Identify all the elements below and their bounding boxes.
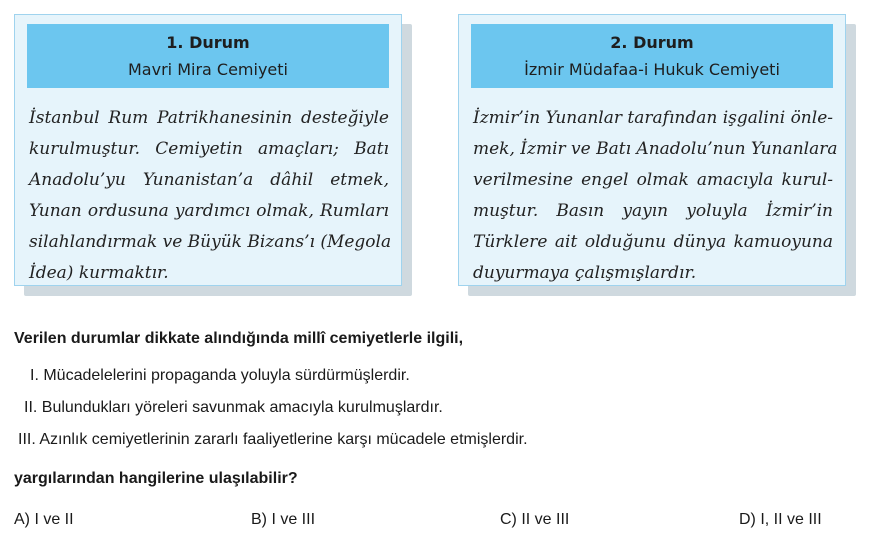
card-text-line: İzmir’in Yunanlar tarafından işgalini önle- <box>473 108 833 128</box>
card-header <box>471 24 833 88</box>
card-text-line: Türklere ait olduğunu dünya kamuoyuna <box>473 232 833 252</box>
card-society-name: İzmir Müdafaa-i Hukuk Cemiyeti <box>524 60 780 79</box>
card-text <box>29 103 392 289</box>
option-a[interactable]: A) I ve II <box>14 511 74 528</box>
option-c[interactable]: C) II ve III <box>500 511 570 528</box>
card-text-line: Anadolu’yu Yunanistan’a dâhil etmek, <box>29 170 389 190</box>
card-text <box>473 103 838 289</box>
card-text-line: İdea) kurmaktır. <box>29 263 169 283</box>
card-text-line: duyurmaya çalışmışlardır. <box>473 263 697 283</box>
card-header <box>27 24 389 88</box>
question-closing: yargılarından hangilerine ulaşılabilir? <box>14 470 298 487</box>
card-text-line: silahlandırmak ve Büyük Bizans’ı (Megola <box>29 232 392 252</box>
option-d[interactable]: D) I, II ve III <box>739 511 822 528</box>
card-text-line: kurulmuştur. Cemiyetin amaçları; Batı <box>29 139 389 159</box>
option-b[interactable]: B) I ve III <box>251 511 316 528</box>
card-body <box>14 14 402 286</box>
card-text-line: mek, İzmir ve Batı Anadolu’nun Yunanlara <box>473 139 838 159</box>
statement-2: II. Bulundukları yöreleri savunmak amacıyla kurulmuşlardır. <box>24 399 443 416</box>
card-body <box>458 14 846 286</box>
statement-3: III. Azınlık cemiyetlerinin zararlı faaliyetlerine karşı mücadele etmişlerdir. <box>18 431 528 448</box>
case-card-2 <box>458 14 856 296</box>
card-text-line: verilmesine engel olmak amacıyla kurul- <box>473 170 833 190</box>
card-text-line: muştur. Basın yayın yoluyla İzmir’in <box>473 201 833 221</box>
card-title: 2. Durum <box>610 33 694 52</box>
question-stem: Verilen durumlar dikkate alındığında millî cemiyetlerle ilgili, <box>14 330 464 347</box>
card-society-name: Mavri Mira Cemiyeti <box>128 60 288 79</box>
case-card-1 <box>14 14 412 296</box>
card-text-line: Yunan ordusuna yardımcı olmak, Rumları <box>29 201 389 221</box>
card-text-line: İstanbul Rum Patrikhanesinin desteğiyle <box>29 108 389 128</box>
card-title: 1. Durum <box>166 33 250 52</box>
statement-1: I. Mücadelelerini propaganda yoluyla sürdürmüşlerdir. <box>30 367 410 384</box>
